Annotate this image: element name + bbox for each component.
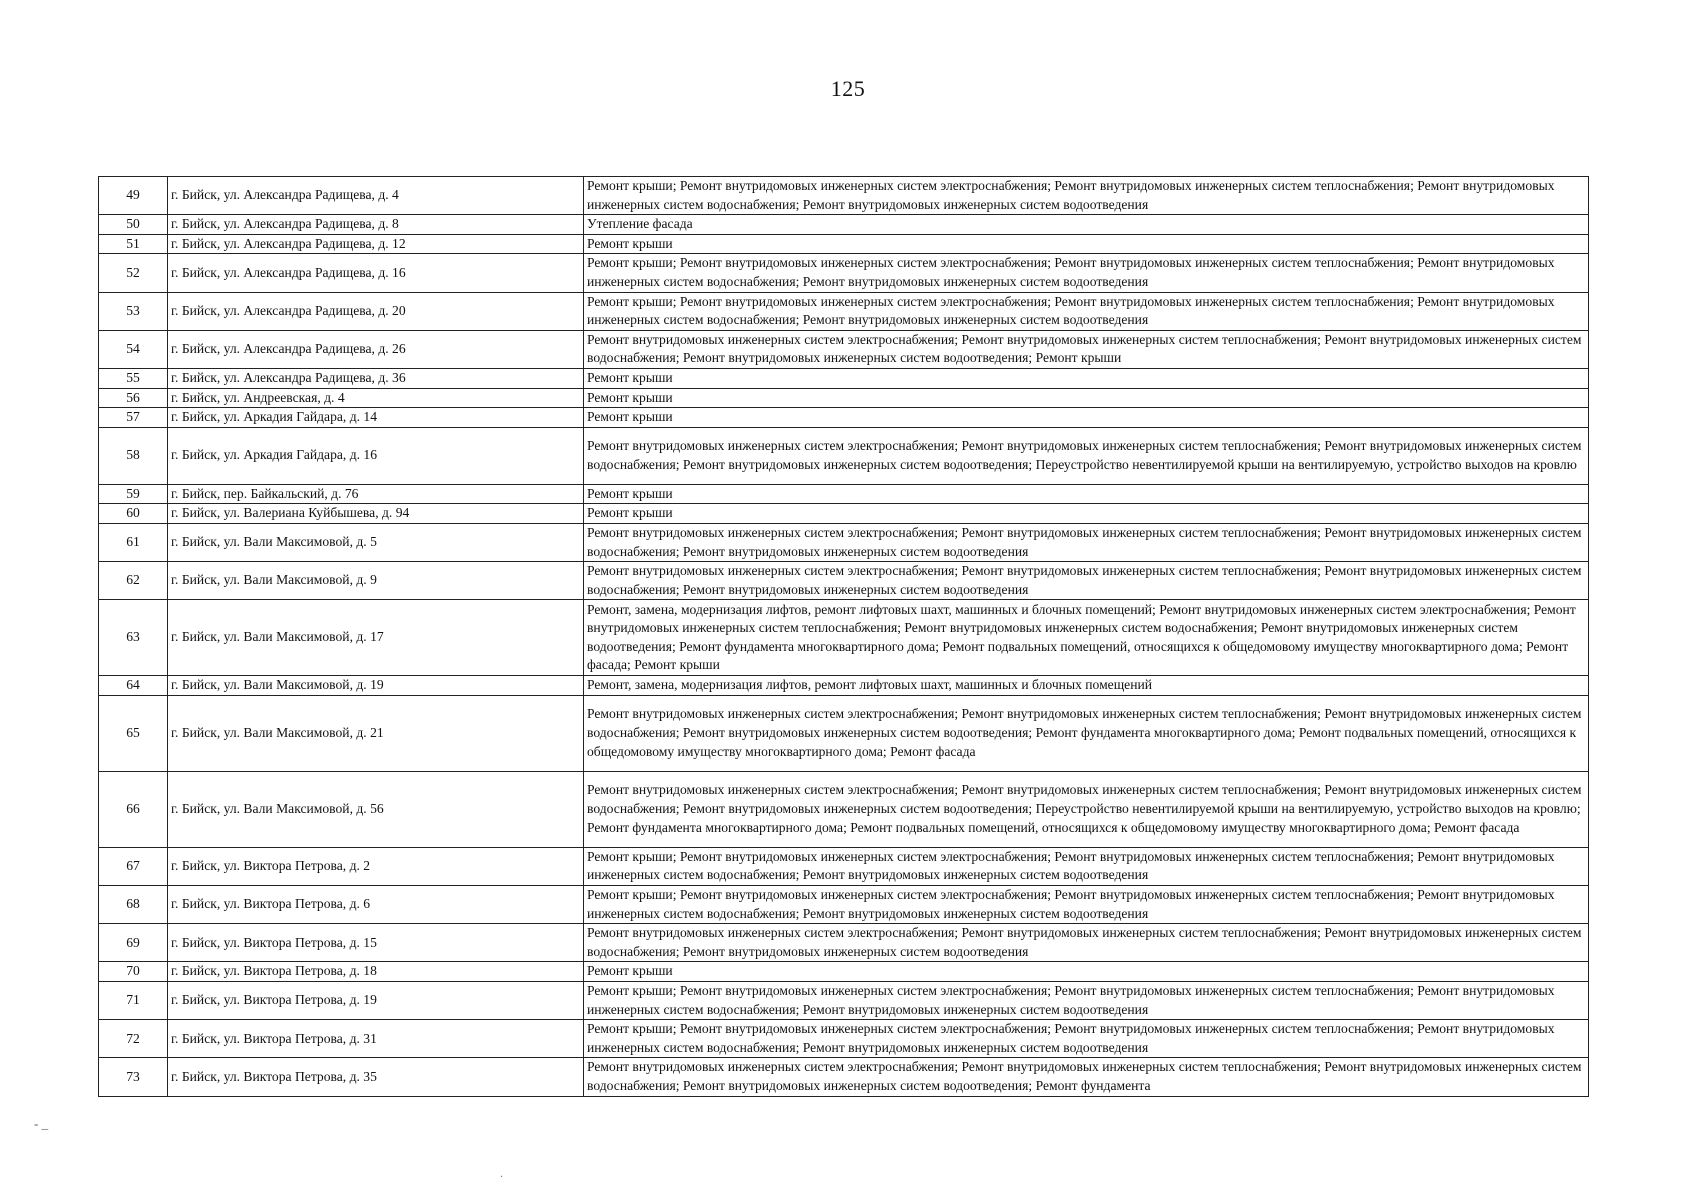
repair-registry-table [98, 176, 1589, 1097]
address-cell: г. Бийск, ул. Виктора Петрова, д. 15 [168, 924, 584, 962]
table-row [99, 600, 1589, 676]
works-cell: Ремонт внутридомовых инженерных систем электроснабжения; Ремонт внутридомовых инженерных систем теплоснабжения; Ремонт внутридомовых инженерных систем водоснабжения; Ремонт внутридомовых инженерных систем водоотведения; Ремонт фундамента [584, 1058, 1589, 1096]
works-cell: Ремонт крыши; Ремонт внутридомовых инженерных систем электроснабжения; Ремонт внутридомовых инженерных систем теплоснабжения; Ремонт внутридомовых инженерных систем водоснабжения; Ремонт внутридомовых инженерных систем водоотведения [584, 1020, 1589, 1058]
page-number: 125 [830, 76, 866, 101]
works-cell: Ремонт, замена, модернизация лифтов, ремонт лифтовых шахт, машинных и блочных помещений; Ремонт внутридомовых инженерных систем электроснабжения; Ремонт внутридомовых инженерных систем теплоснабжения; Ремонт внутридомовых инженерных систем водоснабжения; Ремонт внутридомовых инженерных систем водоотведения; Ремонт фундамента многоквартирного дома; Ремонт подвальных помещений, относящихся к общедомовому имуществу многоквартирного дома; Ремонт фасада; Ремонт крыши [584, 600, 1589, 676]
address-cell: г. Бийск, ул. Александра Радищева, д. 8 [168, 215, 584, 235]
address-cell: г. Бийск, ул. Вали Максимовой, д. 21 [168, 695, 584, 771]
table-row [99, 504, 1589, 524]
row-number: 59 [99, 484, 168, 504]
row-number: 70 [99, 962, 168, 982]
address-cell: г. Бийск, ул. Андреевская, д. 4 [168, 388, 584, 408]
works-cell: Ремонт крыши; Ремонт внутридомовых инженерных систем электроснабжения; Ремонт внутридомовых инженерных систем теплоснабжения; Ремонт внутридомовых инженерных систем водоснабжения; Ремонт внутридомовых инженерных систем водоотведения [584, 982, 1589, 1020]
table-row [99, 484, 1589, 504]
table-row [99, 368, 1589, 388]
address-cell: г. Бийск, ул. Вали Максимовой, д. 19 [168, 676, 584, 696]
row-number: 67 [99, 847, 168, 885]
row-number: 71 [99, 982, 168, 1020]
table-row [99, 924, 1589, 962]
works-cell: Ремонт внутридомовых инженерных систем электроснабжения; Ремонт внутридомовых инженерных систем теплоснабжения; Ремонт внутридомовых инженерных систем водоснабжения; Ремонт внутридомовых инженерных систем водоотведения [584, 562, 1589, 600]
row-number: 65 [99, 695, 168, 771]
address-cell: г. Бийск, ул. Виктора Петрова, д. 18 [168, 962, 584, 982]
row-number: 58 [99, 427, 168, 484]
works-cell: Ремонт крыши [584, 408, 1589, 428]
row-number: 63 [99, 600, 168, 676]
row-number: 50 [99, 215, 168, 235]
table-row [99, 771, 1589, 847]
works-cell: Ремонт крыши; Ремонт внутридомовых инженерных систем электроснабжения; Ремонт внутридомовых инженерных систем теплоснабжения; Ремонт внутридомовых инженерных систем водоснабжения; Ремонт внутридомовых инженерных систем водоотведения [584, 177, 1589, 215]
works-cell: Ремонт крыши; Ремонт внутридомовых инженерных систем электроснабжения; Ремонт внутридомовых инженерных систем теплоснабжения; Ремонт внутридомовых инженерных систем водоснабжения; Ремонт внутридомовых инженерных систем водоотведения [584, 847, 1589, 885]
table-row [99, 215, 1589, 235]
address-cell: г. Бийск, ул. Виктора Петрова, д. 19 [168, 982, 584, 1020]
address-cell: г. Бийск, ул. Аркадия Гайдара, д. 16 [168, 427, 584, 484]
table-row [99, 676, 1589, 696]
table-row [99, 234, 1589, 254]
address-cell: г. Бийск, ул. Вали Максимовой, д. 5 [168, 523, 584, 561]
row-number: 56 [99, 388, 168, 408]
address-cell: г. Бийск, ул. Вали Максимовой, д. 56 [168, 771, 584, 847]
address-cell: г. Бийск, ул. Виктора Петрова, д. 2 [168, 847, 584, 885]
row-number: 64 [99, 676, 168, 696]
table-row [99, 427, 1589, 484]
works-cell: Ремонт внутридомовых инженерных систем электроснабжения; Ремонт внутридомовых инженерных систем теплоснабжения; Ремонт внутридомовых инженерных систем водоснабжения; Ремонт внутридомовых инженерных систем водоотведения; Переустройство невентилируемой крыши на вентилируемую, устройство выходов на кровлю [584, 427, 1589, 484]
margin-scan-mark: - _ [34, 1116, 49, 1131]
table-row [99, 388, 1589, 408]
row-number: 55 [99, 368, 168, 388]
row-number: 49 [99, 177, 168, 215]
row-number: 52 [99, 254, 168, 292]
table-row [99, 177, 1589, 215]
address-cell: г. Бийск, ул. Виктора Петрова, д. 6 [168, 886, 584, 924]
works-cell: Ремонт крыши; Ремонт внутридомовых инженерных систем электроснабжения; Ремонт внутридомовых инженерных систем теплоснабжения; Ремонт внутридомовых инженерных систем водоснабжения; Ремонт внутридомовых инженерных систем водоотведения [584, 886, 1589, 924]
address-cell: г. Бийск, ул. Александра Радищева, д. 26 [168, 330, 584, 368]
table-row [99, 408, 1589, 428]
row-number: 57 [99, 408, 168, 428]
works-cell: Ремонт внутридомовых инженерных систем электроснабжения; Ремонт внутридомовых инженерных систем теплоснабжения; Ремонт внутридомовых инженерных систем водоснабжения; Ремонт внутридомовых инженерных систем водоотведения; Ремонт фундамента многоквартирного дома; Ремонт подвальных помещений, относящихся к общедомовому имуществу многоквартирного дома; Ремонт фасада [584, 695, 1589, 771]
row-number: 68 [99, 886, 168, 924]
table-row [99, 523, 1589, 561]
works-cell: Ремонт крыши [584, 962, 1589, 982]
row-number: 62 [99, 562, 168, 600]
address-cell: г. Бийск, ул. Александра Радищева, д. 16 [168, 254, 584, 292]
table-row [99, 847, 1589, 885]
table-row [99, 330, 1589, 368]
works-cell: Ремонт крыши [584, 234, 1589, 254]
table-row [99, 886, 1589, 924]
works-cell: Ремонт внутридомовых инженерных систем электроснабжения; Ремонт внутридомовых инженерных систем теплоснабжения; Ремонт внутридомовых инженерных систем водоснабжения; Ремонт внутридомовых инженерных систем водоотведения [584, 523, 1589, 561]
works-cell: Ремонт внутридомовых инженерных систем электроснабжения; Ремонт внутридомовых инженерных систем теплоснабжения; Ремонт внутридомовых инженерных систем водоснабжения; Ремонт внутридомовых инженерных систем водоотведения; Ремонт крыши [584, 330, 1589, 368]
works-cell: Утепление фасада [584, 215, 1589, 235]
row-number: 51 [99, 234, 168, 254]
works-cell: Ремонт крыши [584, 484, 1589, 504]
address-cell: г. Бийск, ул. Валериана Куйбышева, д. 94 [168, 504, 584, 524]
address-cell: г. Бийск, пер. Байкальский, д. 76 [168, 484, 584, 504]
works-cell: Ремонт крыши; Ремонт внутридомовых инженерных систем электроснабжения; Ремонт внутридомовых инженерных систем теплоснабжения; Ремонт внутридомовых инженерных систем водоснабжения; Ремонт внутридомовых инженерных систем водоотведения [584, 292, 1589, 330]
address-cell: г. Бийск, ул. Виктора Петрова, д. 31 [168, 1020, 584, 1058]
address-cell: г. Бийск, ул. Александра Радищева, д. 36 [168, 368, 584, 388]
works-cell: Ремонт, замена, модернизация лифтов, ремонт лифтовых шахт, машинных и блочных помещений [584, 676, 1589, 696]
row-number: 61 [99, 523, 168, 561]
row-number: 69 [99, 924, 168, 962]
address-cell: г. Бийск, ул. Александра Радищева, д. 12 [168, 234, 584, 254]
table-row [99, 254, 1589, 292]
row-number: 60 [99, 504, 168, 524]
address-cell: г. Бийск, ул. Аркадия Гайдара, д. 14 [168, 408, 584, 428]
table-body [99, 177, 1589, 1097]
works-cell: Ремонт крыши [584, 504, 1589, 524]
table-row [99, 982, 1589, 1020]
works-cell: Ремонт внутридомовых инженерных систем электроснабжения; Ремонт внутридомовых инженерных систем теплоснабжения; Ремонт внутридомовых инженерных систем водоснабжения; Ремонт внутридомовых инженерных систем водоотведения [584, 924, 1589, 962]
address-cell: г. Бийск, ул. Вали Максимовой, д. 17 [168, 600, 584, 676]
works-cell: Ремонт крыши [584, 368, 1589, 388]
address-cell: г. Бийск, ул. Александра Радищева, д. 20 [168, 292, 584, 330]
address-cell: г. Бийск, ул. Александра Радищева, д. 4 [168, 177, 584, 215]
table-row [99, 1058, 1589, 1096]
works-cell: Ремонт крыши; Ремонт внутридомовых инженерных систем электроснабжения; Ремонт внутридомовых инженерных систем теплоснабжения; Ремонт внутридомовых инженерных систем водоснабжения; Ремонт внутридомовых инженерных систем водоотведения [584, 254, 1589, 292]
row-number: 66 [99, 771, 168, 847]
row-number: 53 [99, 292, 168, 330]
row-number: 72 [99, 1020, 168, 1058]
table-row [99, 1020, 1589, 1058]
row-number: 73 [99, 1058, 168, 1096]
works-cell: Ремонт внутридомовых инженерных систем электроснабжения; Ремонт внутридомовых инженерных систем теплоснабжения; Ремонт внутридомовых инженерных систем водоснабжения; Ремонт внутридомовых инженерных систем водоотведения; Переустройство невентилируемой крыши на вентилируемую, устройство выходов на кровлю; Ремонт фундамента многоквартирного дома; Ремонт подвальных помещений, относящихся к общедомовому имуществу многоквартирного дома; Ремонт фасада [584, 771, 1589, 847]
table-row [99, 695, 1589, 771]
table-row [99, 962, 1589, 982]
table-row [99, 292, 1589, 330]
address-cell: г. Бийск, ул. Вали Максимовой, д. 9 [168, 562, 584, 600]
scan-dot-mark: . [500, 1166, 503, 1180]
works-cell: Ремонт крыши [584, 388, 1589, 408]
table-row [99, 562, 1589, 600]
address-cell: г. Бийск, ул. Виктора Петрова, д. 35 [168, 1058, 584, 1096]
row-number: 54 [99, 330, 168, 368]
